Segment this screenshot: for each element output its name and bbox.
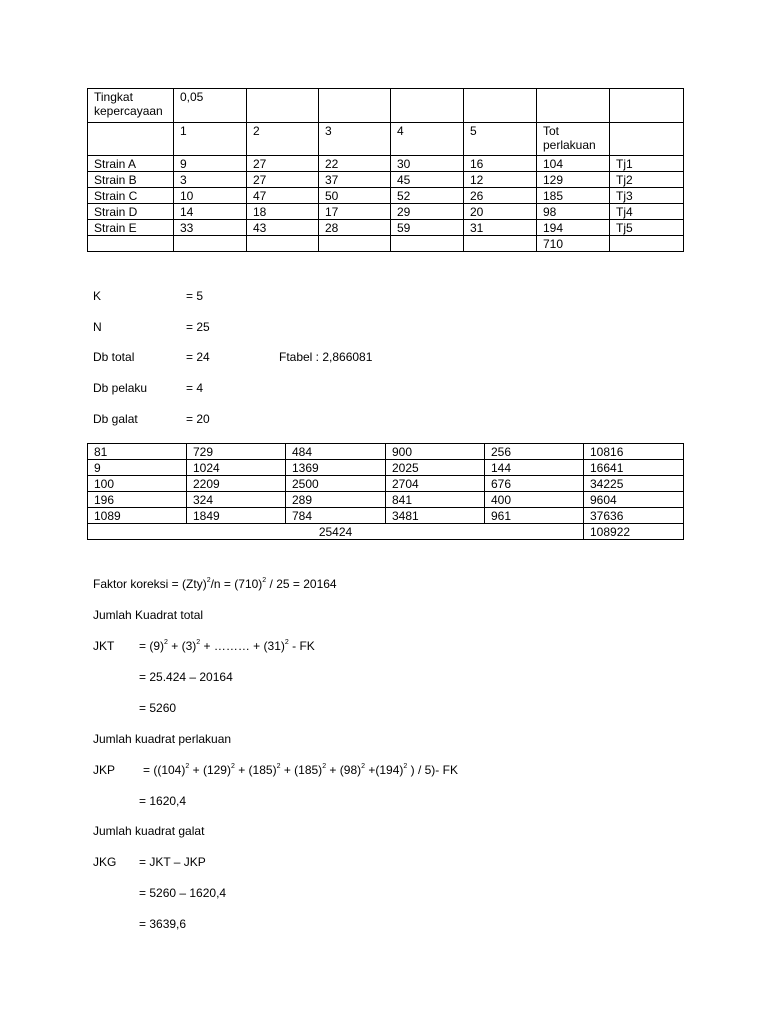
jkp-text: + (185): [234, 763, 277, 777]
table-cell: 52: [391, 188, 464, 204]
table-cell: 34225: [584, 476, 684, 492]
table-cell: Tj3: [610, 188, 684, 204]
table-cell: [464, 89, 537, 123]
table-cell: 104: [537, 156, 610, 172]
table-cell: 2025: [386, 460, 485, 476]
table-cell: Tj2: [610, 172, 684, 188]
table-cell: 400: [485, 492, 584, 508]
table-cell: [610, 236, 684, 252]
table-cell: 30: [391, 156, 464, 172]
table-cell: 710: [537, 236, 610, 252]
table-cell: 129: [537, 172, 610, 188]
table-cell: 14: [174, 204, 247, 220]
table-cell: 29: [391, 204, 464, 220]
jkt-heading: Jumlah Kuadrat total: [93, 608, 204, 622]
squares-table: [87, 443, 684, 540]
exponent: 2: [196, 639, 201, 646]
table-cell: [610, 89, 684, 123]
exponent: 2: [164, 639, 168, 646]
table-row: [88, 188, 684, 204]
table-cell: 1369: [286, 460, 386, 476]
table-cell: 729: [187, 444, 286, 460]
table-row: [88, 476, 684, 492]
table-cell: 22: [319, 156, 391, 172]
table-cell: 59: [391, 220, 464, 236]
table-cell: Tj1: [610, 156, 684, 172]
jkt-text: + (3): [167, 639, 197, 653]
exponent: 2: [322, 763, 327, 770]
table-cell: Strain C: [88, 188, 174, 204]
table-cell: 3481: [386, 508, 485, 524]
table-cell: 900: [386, 444, 485, 460]
jkt-line3: = 5260: [139, 701, 177, 715]
dbtotal-label: Db total: [93, 350, 135, 364]
table-cell: 2704: [386, 476, 485, 492]
jkp-line2: = 1620,4: [139, 794, 187, 808]
table-row: [88, 460, 684, 476]
exponent: 2: [206, 577, 211, 584]
jkt-text: - FK: [288, 639, 315, 653]
jkt-line2: = 25.424 – 20164: [139, 670, 233, 684]
table-cell: 81: [88, 444, 187, 460]
table-cell: [391, 236, 464, 252]
fk-text: Faktor koreksi = (Zty): [93, 577, 207, 591]
jkg-line1: = JKT – JKP: [139, 855, 206, 869]
table-cell: 16641: [584, 460, 684, 476]
table-cell: [610, 123, 684, 156]
jkp-text: + (98): [326, 763, 362, 777]
table-cell: 841: [386, 492, 485, 508]
dbpelaku-label: Db pelaku: [93, 381, 148, 395]
table-total-row: [88, 236, 684, 252]
table-cell: [464, 236, 537, 252]
table-cell: 185: [537, 188, 610, 204]
table-cell: [174, 236, 247, 252]
table-cell: [537, 89, 610, 123]
table-cell: 16: [464, 156, 537, 172]
table-cell: 33: [174, 220, 247, 236]
table-cell: [247, 89, 319, 123]
table-cell: Tj4: [610, 204, 684, 220]
table-cell: 50: [319, 188, 391, 204]
jkp-label: JKP: [93, 763, 116, 777]
dbpelaku-value: = 4: [186, 381, 204, 395]
table-cell: 2209: [187, 476, 286, 492]
table-cell: 484: [286, 444, 386, 460]
observation-table: [87, 88, 684, 252]
table-cell: 18: [247, 204, 319, 220]
table-cell: 108922: [584, 524, 684, 540]
table-cell: [319, 236, 391, 252]
table-cell: Tj5: [610, 220, 684, 236]
exponent: 2: [284, 639, 289, 646]
table-row: [88, 508, 684, 524]
table-cell: 31: [464, 220, 537, 236]
table-cell: [319, 89, 391, 123]
table-cell: 2500: [286, 476, 386, 492]
table-row: [88, 204, 684, 220]
jkt-formula: [139, 639, 315, 653]
table-cell: 144: [485, 460, 584, 476]
table-cell: 194: [537, 220, 610, 236]
jkt-text: = (9): [139, 639, 165, 653]
table-row: [88, 156, 684, 172]
table-cell: 9: [88, 460, 187, 476]
table-cell: 676: [485, 476, 584, 492]
faktor-koreksi-line: [93, 577, 337, 591]
table-cell: 100: [88, 476, 187, 492]
table-cell: 37636: [584, 508, 684, 524]
table-cell: [391, 89, 464, 123]
jkp-text: + (185): [280, 763, 323, 777]
table-cell: 47: [247, 188, 319, 204]
exponent: 2: [230, 763, 235, 770]
table-header-row: [88, 123, 684, 156]
table-cell: 256: [485, 444, 584, 460]
table-cell: 98: [537, 204, 610, 220]
exponent: 2: [185, 763, 190, 770]
jkg-label: JKG: [93, 855, 117, 869]
table-cell: 9: [174, 156, 247, 172]
table-cell: 20: [464, 204, 537, 220]
fk-text: /n = (710): [210, 577, 263, 591]
table-cell: 4: [391, 123, 464, 156]
table-row: [88, 492, 684, 508]
k-label: K: [93, 289, 102, 303]
jkg-heading: Jumlah kuadrat galat: [93, 824, 205, 838]
n-value: = 25: [186, 320, 210, 334]
table-cell: 1849: [187, 508, 286, 524]
jkg-line2: = 5260 – 1620,4: [139, 886, 227, 900]
table-cell: [88, 123, 174, 156]
table-cell: [247, 236, 319, 252]
jkp-text: + (129): [189, 763, 231, 777]
table-cell: Strain E: [88, 220, 174, 236]
table-cell: 2: [247, 123, 319, 156]
table-cell: 289: [286, 492, 386, 508]
table-cell: 3: [319, 123, 391, 156]
table-header-row: [88, 89, 684, 123]
table-cell: 45: [391, 172, 464, 188]
table-cell: 196: [88, 492, 187, 508]
table-cell: 10816: [584, 444, 684, 460]
table-cell: 28: [319, 220, 391, 236]
table-cell: 27: [247, 156, 319, 172]
table-cell: 3: [174, 172, 247, 188]
table-cell: 25424: [88, 524, 584, 540]
table-cell: 1089: [88, 508, 187, 524]
dbtotal-value: = 24: [186, 350, 210, 364]
table-cell: Tingkat kepercayaan: [88, 89, 174, 123]
table-cell: 9604: [584, 492, 684, 508]
table-cell: 17: [319, 204, 391, 220]
table-cell: [88, 236, 174, 252]
table-cell: 37: [319, 172, 391, 188]
dbgalat-label: Db galat: [93, 412, 138, 426]
exponent: 2: [262, 577, 267, 584]
jkt-label: JKT: [93, 639, 115, 653]
jkg-line3: = 3639,6: [139, 917, 187, 931]
jkp-text: ) / 5)- FK: [407, 763, 458, 777]
table-row: [88, 172, 684, 188]
dbgalat-value: = 20: [186, 412, 210, 426]
table-cell: 1: [174, 123, 247, 156]
fk-text: / 25 = 20164: [266, 577, 337, 591]
exponent: 2: [361, 763, 366, 770]
table-row: [88, 220, 684, 236]
table-cell: 5: [464, 123, 537, 156]
jkp-text: = ((104): [143, 763, 186, 777]
jkp-formula: [143, 763, 458, 777]
table-cell: Strain D: [88, 204, 174, 220]
jkp-heading: Jumlah kuadrat perlakuan: [93, 732, 232, 746]
ftabel-text: Ftabel : 2,866081: [279, 350, 373, 364]
jkt-text: + ……… + (31): [200, 639, 285, 653]
n-label: N: [93, 320, 102, 334]
table-row: [88, 444, 684, 460]
table-cell: 324: [187, 492, 286, 508]
table-cell: Strain B: [88, 172, 174, 188]
table-cell: 0,05: [174, 89, 247, 123]
exponent: 2: [403, 763, 408, 770]
table-cell: 784: [286, 508, 386, 524]
table-cell: 43: [247, 220, 319, 236]
jkp-text: +(194): [365, 763, 404, 777]
table-cell: 27: [247, 172, 319, 188]
table-cell: 12: [464, 172, 537, 188]
table-cell: 10: [174, 188, 247, 204]
exponent: 2: [276, 763, 281, 770]
table-total-row: [88, 524, 684, 540]
table-cell: 26: [464, 188, 537, 204]
k-value: = 5: [186, 289, 204, 303]
table-cell: 961: [485, 508, 584, 524]
table-cell: 1024: [187, 460, 286, 476]
table-cell: Tot perlakuan: [537, 123, 610, 156]
table-cell: Strain A: [88, 156, 174, 172]
